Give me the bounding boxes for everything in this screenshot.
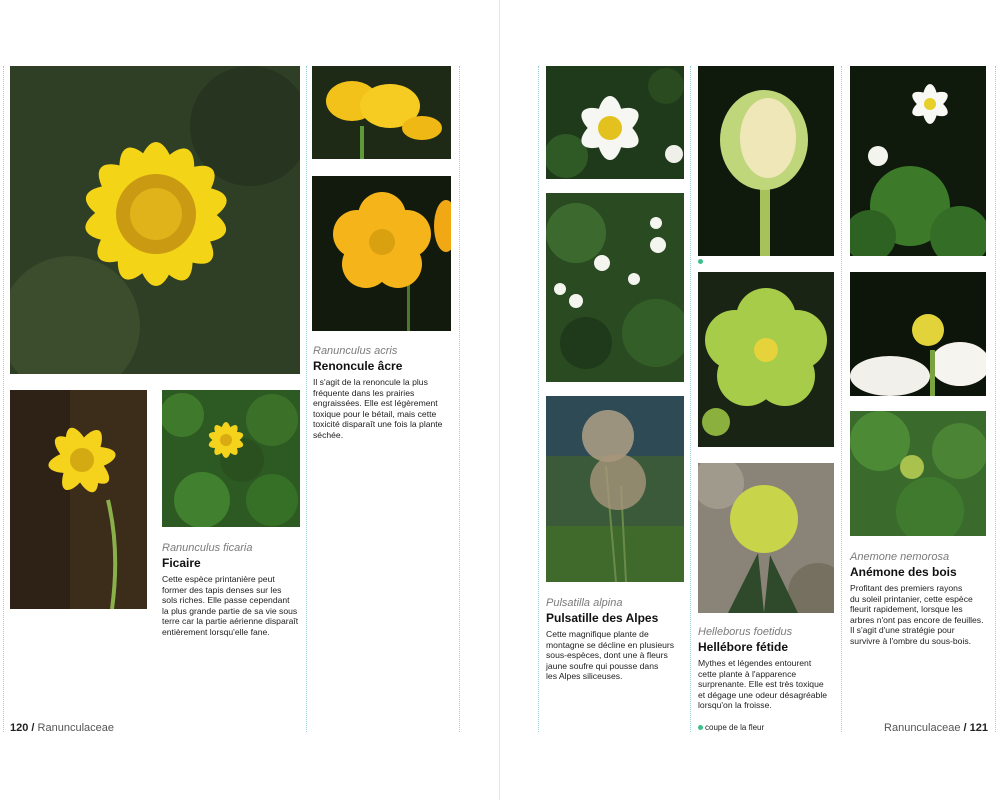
column-guide bbox=[841, 66, 842, 732]
species-description: Profitant des premiers rayons du soleil printanier, cette espèce fleurit rapidement, lorsque les arbres n'ont pas encore de feuilles. Il s'agit d'une stratégie pour survivre à l'ombre du sous-bois. bbox=[850, 583, 984, 646]
bullet-dot-icon bbox=[698, 725, 703, 730]
scientific-name: Pulsatilla alpina bbox=[546, 597, 623, 609]
photo-ficaria-stem bbox=[10, 390, 147, 609]
caption-pulsatilla-alpina bbox=[546, 597, 691, 682]
species-description: Cette espèce printanière peut former des tapis denses sur les sols riches. Elle passe cependant la plus grande partie de sa vie sous terre car la partie aérienne disparaît entièrement lorsqu'elle fane. bbox=[162, 574, 299, 637]
photo-ficaria-carpet bbox=[162, 390, 300, 527]
scientific-name: Anemone nemorosa bbox=[850, 551, 950, 563]
photo-pulsatilla-flower bbox=[546, 66, 684, 179]
photo-anemone-closeup bbox=[850, 272, 986, 396]
common-name: Pulsatille des Alpes bbox=[546, 611, 659, 625]
scientific-name: Helleborus foetidus bbox=[698, 626, 793, 638]
photo-pulsatilla-meadow bbox=[546, 193, 684, 382]
photo-helleborus-flower bbox=[698, 272, 834, 447]
column-guide bbox=[3, 66, 4, 732]
scientific-name: Ranunculus acris bbox=[313, 345, 398, 357]
photo-helleborus-cutaway bbox=[698, 66, 834, 256]
caption-anemone-nemorosa bbox=[850, 551, 995, 647]
page-folio-left: 120 / Ranunculaceae bbox=[10, 722, 114, 734]
family-name: Ranunculaceae bbox=[884, 722, 961, 734]
column-guide bbox=[538, 66, 539, 732]
column-guide bbox=[459, 66, 460, 732]
cutaway-marker-dot bbox=[698, 259, 703, 264]
scientific-name: Ranunculus ficaria bbox=[162, 542, 253, 554]
photo-ficaria-large bbox=[10, 66, 300, 374]
photo-acris-front bbox=[312, 176, 451, 331]
column-guide bbox=[306, 66, 307, 732]
caption-helleborus-foetidus bbox=[698, 626, 841, 711]
photo-acris-side bbox=[312, 66, 451, 159]
species-description: Cette magnifique plante de montagne se décline en plusieurs sous-espèces, dont une à fleurs jaune soufre qui pousse dans les Alpes siliceuses. bbox=[546, 629, 675, 682]
species-description: Il s'agit de la renoncule la plus fréquente dans les prairies engraissées. Elle est légèrement toxique pour le bétail, mais cette toxicité disparaît une fois la plante séchée. bbox=[313, 377, 443, 440]
footnote-text: coupe de la fleur bbox=[705, 723, 765, 732]
common-name: Ficaire bbox=[162, 556, 201, 570]
common-name: Anémone des bois bbox=[850, 565, 957, 579]
page-number: 120 bbox=[10, 722, 29, 734]
photo-anemone-plant bbox=[850, 66, 986, 256]
page-gutter bbox=[499, 0, 500, 800]
page-folio-right: Ranunculaceae / 121 bbox=[884, 722, 988, 734]
common-name: Hellébore fétide bbox=[698, 640, 789, 654]
page-number: 121 bbox=[969, 722, 988, 734]
caption-ranunculus-acris bbox=[313, 345, 458, 441]
species-description: Mythes et légendes entourent cette plante à l'apparence surprenante. Elle est très toxique et dégage une odeur désagréable lorsqu'on la froisse. bbox=[698, 658, 828, 711]
photo-helleborus-plant bbox=[698, 463, 834, 613]
column-guide bbox=[995, 66, 996, 732]
footnote bbox=[698, 723, 764, 732]
family-name: Ranunculaceae bbox=[37, 722, 114, 734]
common-name: Renoncule âcre bbox=[313, 359, 403, 373]
caption-ranunculus-ficaria bbox=[162, 542, 304, 638]
photo-anemone-leaves bbox=[850, 411, 986, 536]
photo-pulsatilla-seedheads bbox=[546, 396, 684, 582]
